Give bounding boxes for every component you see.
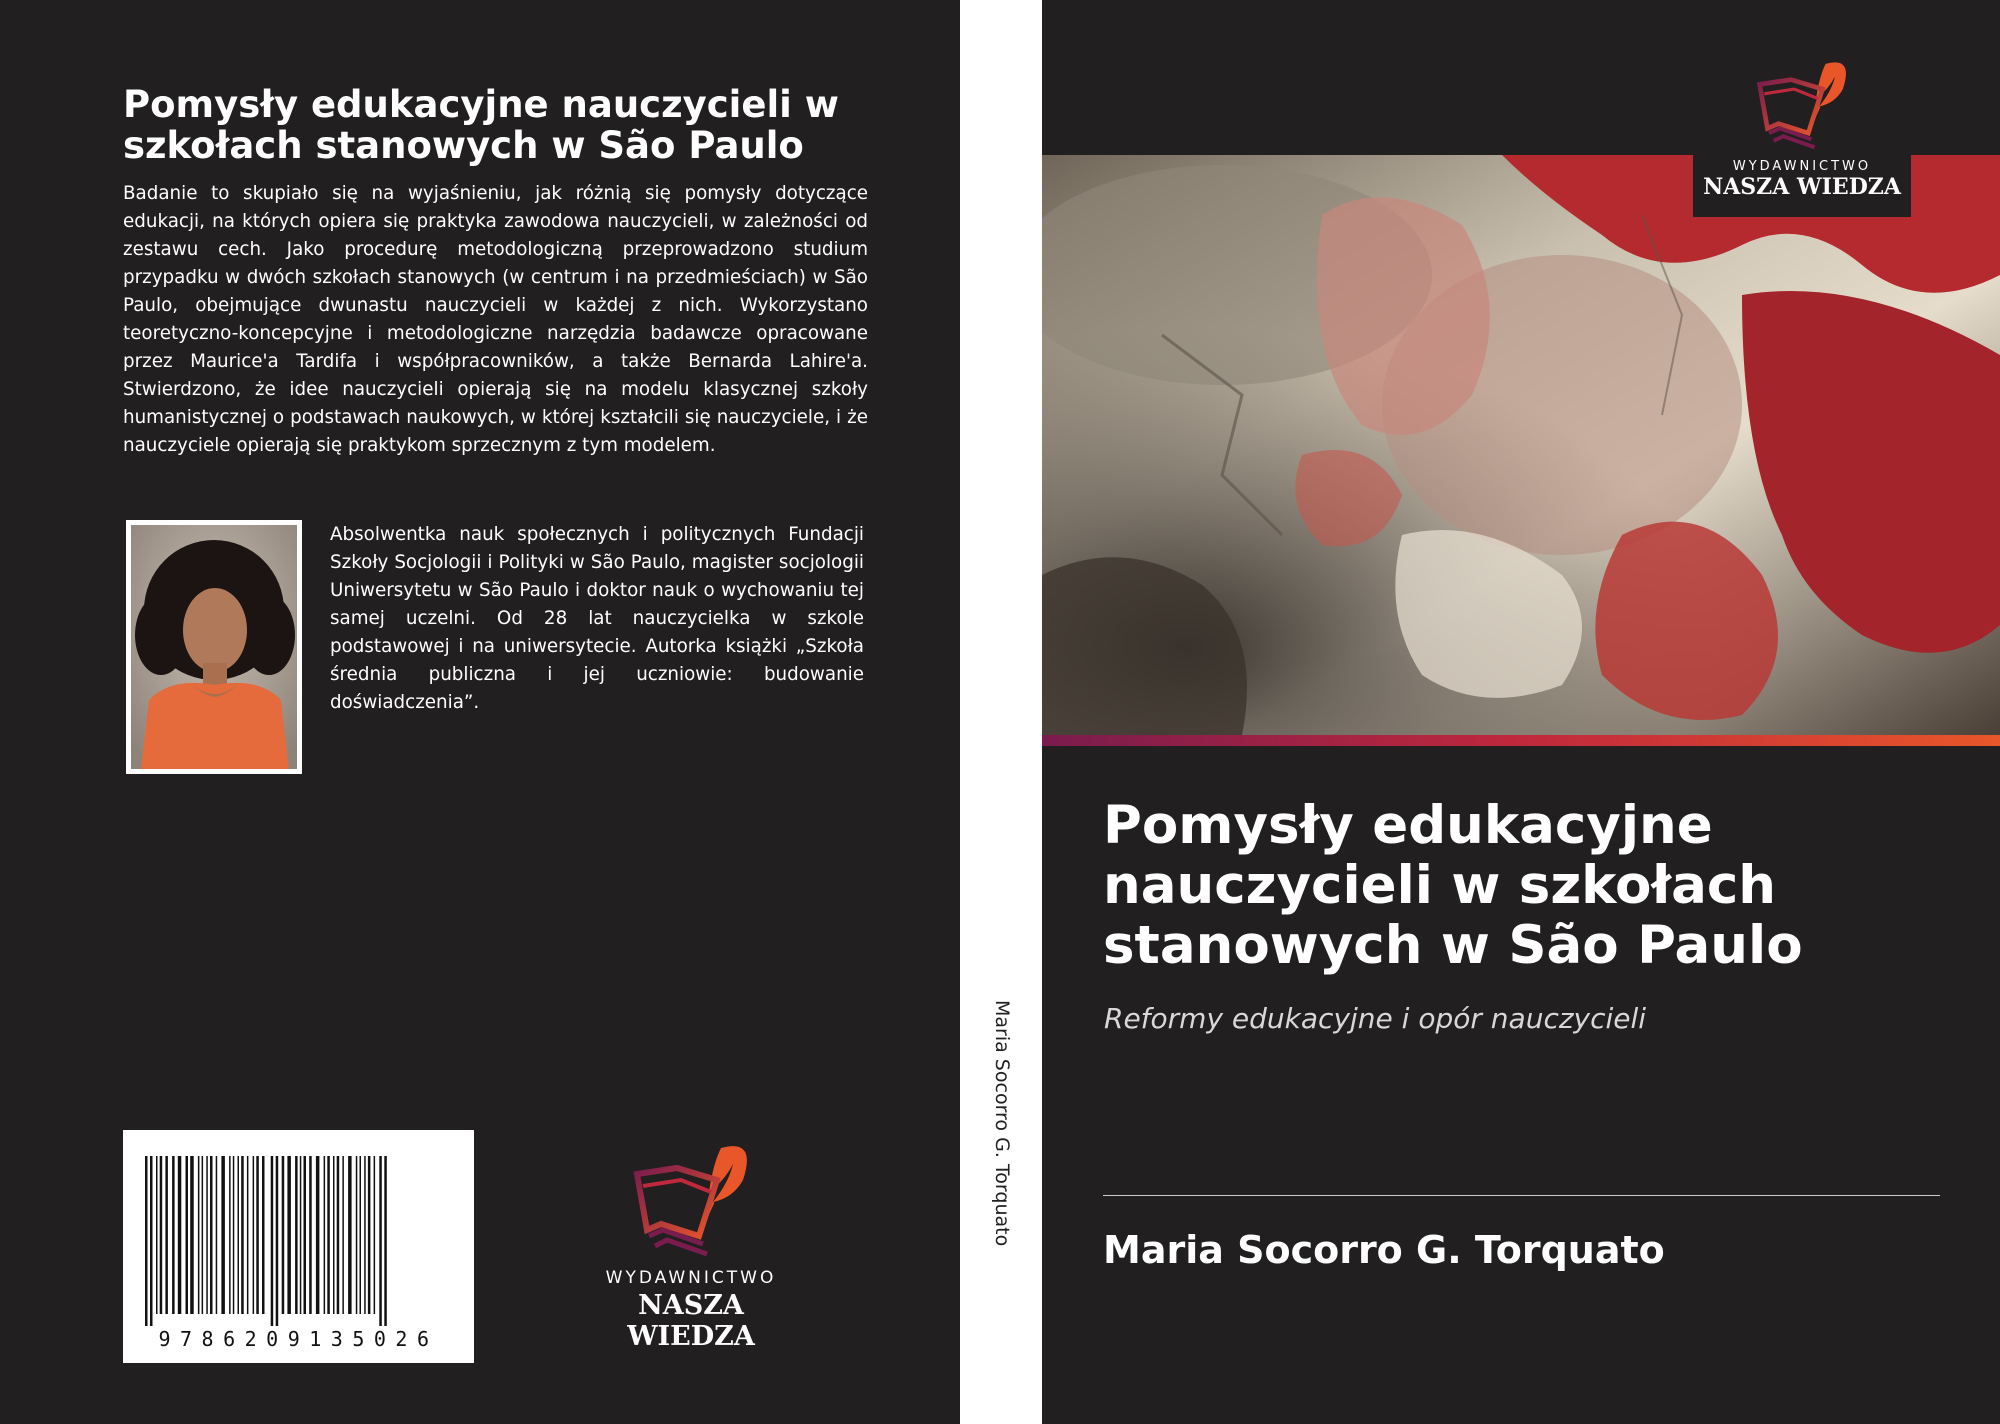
barcode — [123, 1130, 474, 1363]
spine-author: Maria Socorro G. Torquato — [991, 1000, 1013, 1247]
publisher-line2: NASZA WIEDZA — [1703, 174, 1901, 200]
publisher-line1: WYDAWNICTWO — [605, 1268, 777, 1288]
author-photo — [126, 520, 302, 774]
book-quill-icon — [1747, 55, 1857, 153]
publisher-logo-front — [1693, 55, 1911, 217]
accent-bar — [1042, 735, 2000, 746]
front-title: Pomysły edukacyjne nauczycieli w szkołach stanowych w São Paulo — [1103, 795, 1803, 976]
publisher-line1: WYDAWNICTWO — [1732, 159, 1872, 174]
cover-image — [1042, 155, 2000, 735]
book-quill-icon — [621, 1140, 761, 1258]
back-title: Pomysły edukacyjne nauczycieli w szkołach stanowych w São Paulo — [123, 83, 839, 167]
publisher-logo-back — [571, 1140, 811, 1352]
front-subtitle: Reformy edukacyjne i opór nauczycieli — [1104, 1002, 1647, 1035]
isbn-number: 9786209135026 — [158, 1327, 439, 1351]
back-blurb: Badanie to skupiało się na wyjaśnieniu, jak różnią się pomysły dotyczące edukacji, na których opiera się praktyka zawodowa nauczycieli, w zależności od zestawu cech. Jako procedurę metodologiczną przeprowadzono studium przypadku w dwóch szkołach stanowych (w centrum i na przedmieściach) w São Paulo, obejmujące dwunastu nauczycieli w każdej z nich. Wykorzystano teoretyczno-koncepcyjne i metodologiczne narzędzia badawcze opracowane przez Maurice'a Tardifa i współpracowników, a także Bernarda Lahire'a. Stwierdzono, że idee nauczycieli opierają się na modelu klasycznej szkoły humanistycznej o podstawach naukowych, w której kształcili się nauczyciele, i że nauczyciele opierają się praktykom sprzecznym z tym modelem. — [123, 183, 868, 456]
front-author: Maria Socorro G. Torquato — [1103, 1228, 1665, 1272]
author-bio: Absolwentka nauk społecznych i politycznych Fundacji Szkoły Socjologii i Polityki w São Paulo, magister socjologii Uniwersytetu w São Paulo i doktor nauk o wychowaniu tej samej uczelni. Od 28 lat nauczycielka w szkole podstawowej i na uniwersytecie. Autorka książki „Szkoła średnia publiczna i jej uczniowie: budowanie doświadczenia”. — [330, 524, 864, 713]
publisher-line2: NASZA WIEDZA — [627, 1290, 755, 1352]
barcode-bars — [141, 1156, 456, 1326]
back-cover — [0, 0, 960, 1424]
divider — [1103, 1195, 1940, 1196]
